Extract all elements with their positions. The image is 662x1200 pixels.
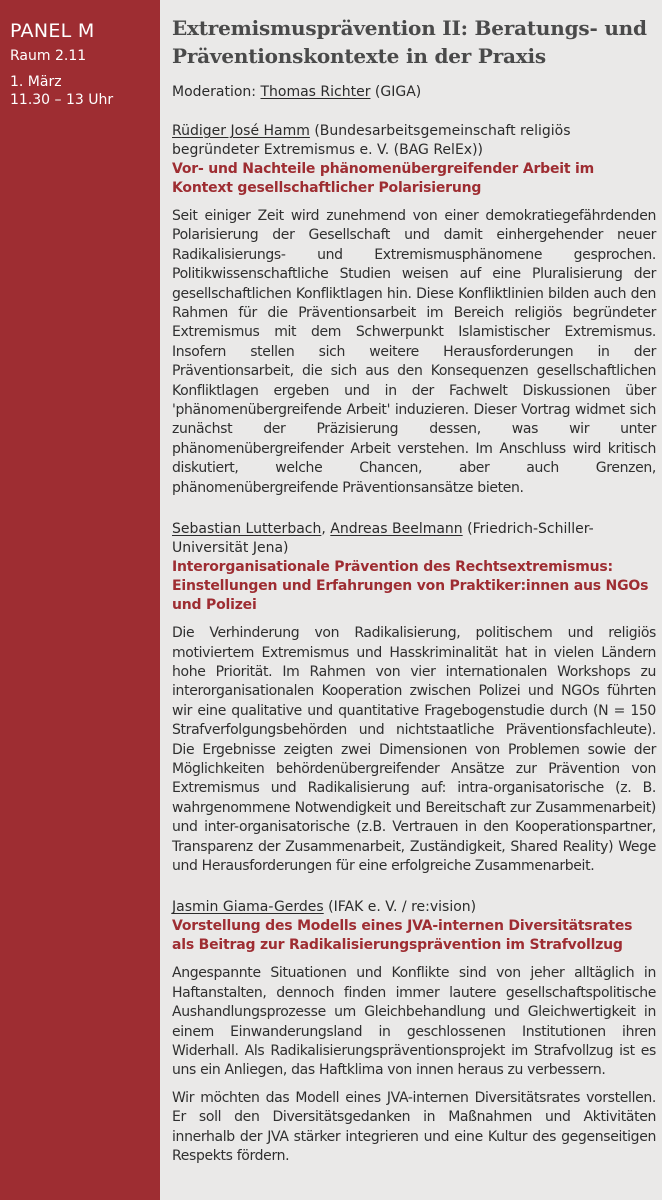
panel-room: Raum 2.11 [10, 48, 87, 64]
panel-content [172, 14, 656, 1188]
talk-speakers [172, 520, 656, 558]
talk-2 [172, 520, 656, 876]
talk-title: Vor- und Nachteile phänomenübergreifender Arbeit im Kontext gesellschaftlicher Polarisierung [172, 161, 595, 196]
talk-abstract: Wir möchten das Modell eines JVA-internen Diversitätsrates vorstellen. Er soll den Diversitätsgedanken in Maßnahmen und Aktivitäten innerhalb der JVA stärker integrieren und eine Kultur des gegenseitigen Respekts fördern. [172, 1089, 656, 1165]
moderation-label: Moderation: [172, 84, 261, 100]
speaker-name[interactable]: Jasmin Giama-Gerdes [172, 899, 324, 916]
panel-title-bold: Extremismusprävention II: [172, 16, 468, 40]
speaker-affiliation: (Bundesarbeitsgemeinschaft religiös begründeter Extremismus e. V. (BAG RelEx)) [172, 123, 571, 158]
speaker-name[interactable]: Rüdiger José Hamm [172, 123, 310, 139]
moderator-affiliation: (GIGA) [370, 84, 422, 100]
talk-title: Vorstellung des Modells eines JVA-internen Diversitätsrates als Beitrag zur Radikalisierungsprävention im Strafvollzug [172, 918, 633, 954]
moderator-name[interactable]: Thomas Richter [260, 84, 371, 100]
talk-speakers [172, 898, 656, 917]
speaker-name[interactable]: Sebastian Lutterbach [172, 521, 322, 538]
talk-abstract: Seit einiger Zeit wird zunehmend von einer demokratiegefährdenden Polarisierung der Gesellschaft und damit einhergehender neuer Radikalisierungs- und Extremismusphänomene gesprochen. Politikwissenschaftliche Studien weisen auf eine Pluralisierung der gesellschaftlichen Konfliktlagen hin. Diese Konfliktlinien bilden auch den Rahmen für die Präventionsarbeit im Bereich religiös begründeter Extremismus mit dem Schwerpunkt Islamistischer Extremismus. Insofern stellen sich weitere Herausforderungen in der Präventionsarbeit, die sich aus den Konsequenzen gesellschaftlichen Konfliktlagen ergeben und in der Fachwelt Diskussionen über 'phänomenübergreifende Arbeit' induzieren. Dieser Vortrag widmet sich zunächst der Präzisierung dessen, was wir unter phänomenübergreifender Arbeit verstehen. Im Anschluss wird kritisch diskutiert, welche Chancen, aber auch Grenzen, phänomenübergreifende Präventionsansätze bieten. [172, 208, 656, 496]
panel-sidebar [0, 0, 160, 1200]
moderation-line [172, 84, 656, 100]
speaker-name[interactable]: Andreas Beelmann [330, 521, 463, 538]
panel-time: 11.30 – 13 Uhr [10, 92, 114, 108]
speaker-separator: , [321, 521, 331, 538]
panel-title [172, 14, 656, 70]
talk-abstract: Die Verhinderung von Radikalisierung, politischem und religiös motiviertem Extremismus und Hasskriminalität hat in vielen Ländern hohe Priorität. Im Rahmen von vier internationalen Workshops zu interorganisationalen Kooperation zwischen Polizei und NGOs führten wir eine qualitative und quantitative Fragebogenstudie durch (N = 150 Strafverfolgungsbehörden und nichtstaatliche Präventionsfachleute). Die Ergebnisse zeigten zwei Dimensionen von Problemen sowie der Möglichkeiten behördenübergreifender Ansätze zur Prävention von Extremismus und Radikalisierung auf: intra-organisatorische (z. B. wahrgenommene Notwendigkeit und Bereitschaft zur Zusammenarbeit) und inter-organisatorische (z.B. Vertrauen in den Kooperationspartner, Transparenz der Zusammenarbeit, Zuständigkeit, Shared Reality) Wege und Herausforderungen für eine erfolgreiche Zusammenarbeit. [172, 625, 656, 874]
speaker-affiliation: (Friedrich-Schiller-Universität Jena) [172, 521, 594, 557]
talk-abstract: Angespannte Situationen und Konflikte sind von jeher alltäglich in Haftanstalten, dennoch finden immer lautere gesellschaftspolitische Aushandlungsprozesse um Gleichbehandlung und Gleichwertigkeit in einem Einwanderungsland in geschlossenen Institutionen ihren Widerhall. Als Radikalisierungspräventionsprojekt im Strafvollzug ist es uns ein Anliegen, das Haftklima von innen heraus zu verbessern. [172, 965, 656, 1079]
speaker-affiliation: (IFAK e. V. / re:vision) [323, 899, 477, 916]
talk-3 [172, 898, 656, 1166]
talk-title: Interorganisationale Prävention des Rechtsextremismus: Einstellungen und Erfahrungen von Praktiker:innen aus NGOs und Polizei [172, 559, 649, 614]
panel-date: 1. März [10, 74, 62, 90]
panel-title-rest: Beratungs- und Präventionskontexte in der Praxis [172, 16, 647, 68]
talk-speakers [172, 122, 656, 160]
panel-label: PANEL M [10, 20, 95, 42]
talk-1 [172, 122, 656, 498]
